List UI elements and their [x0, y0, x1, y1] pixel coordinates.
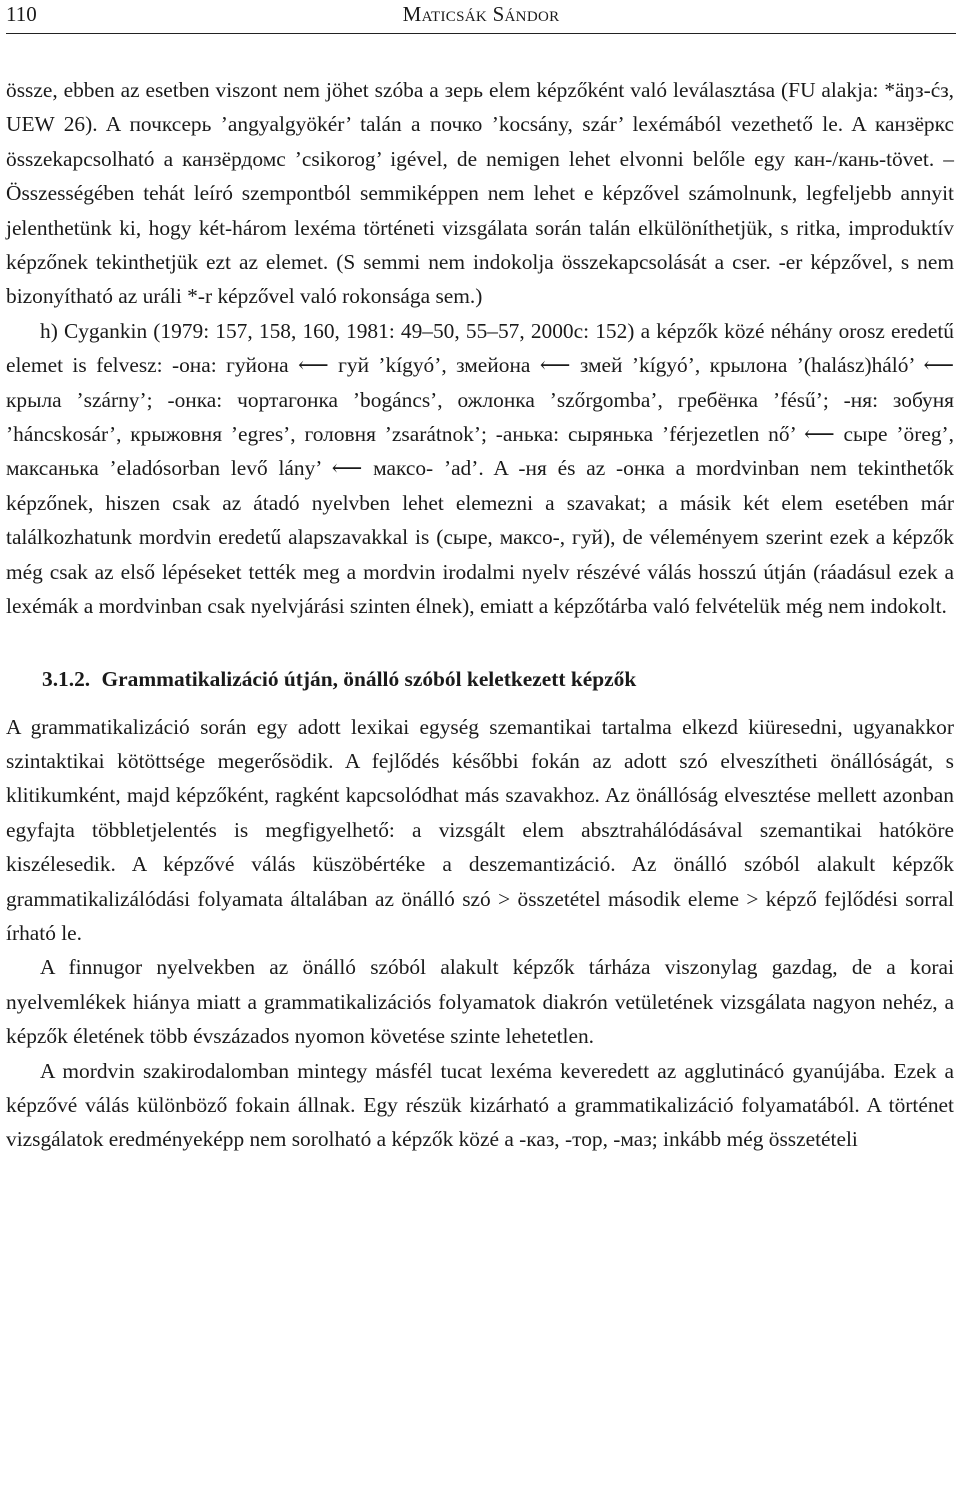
page-body	[6, 73, 954, 1157]
paragraph: A mordvin szakirodalomban mintegy másfél tucat lexéma keveredett az agglutinácó gyanújába. Ezek a képzővé válás különböző fokain állnak. Egy részük kizárható a grammatikalizáció folyamatából. A történet vizsgálatok eredményeképp nem sorolható a képzők közé a -каз, -тор, -маз; inkább még összetételi	[6, 1058, 954, 1152]
page-header	[6, 0, 956, 34]
running-title: Maticsák Sándor	[402, 2, 560, 26]
paragraph: A grammatikalizáció során egy adott lexikai egység szemantikai tartalma elkezd kiüresedni, ugyanakkor szintaktikai kötöttsége megerősödik. A fejlődés későbbi fokán az adott szó elveszítheti önállóságát, s klitikumként, majd képzőként, ragként kapcsolódhat más szavakhoz. Az önállóság elvesztése mellett azonban egyfajta többletjelentés is megfigyelhető: a vizsgált elem absztrahálódásával szemantikai hatóköre kiszélesedik. A képzővé válás küszöbértéke a deszemantizáció. Az önálló szóból alakult képzők grammatikalizálódási folyamata általában az önálló szó > összetétel második eleme > képző fejlődési sorral írható le.	[6, 714, 954, 945]
section-title: Grammatikalizáció útján, önálló szóból keletkezett képzők	[101, 666, 637, 691]
paragraph: össze, ebben az esetben viszont nem jöhet szóba a зерь elem képzőként való leválasztása (FU alakja: *äŋз-ćз, UEW 26). A почксерь ’angyalgyökér’ talán a почко ’kocsány, szár’ lexémából vezethető le. A канзёркс összekapcsolható a канзёрдомс ’csikorog’ igével, de nemigen lehet elvonni belőle egy кан-/кань-tövet. – Összességében tehát leíró szempontból semmiképpen nem lehet e képzővel számolnunk, legfeljebb annyit jelenthetünk ki, hogy két-három lexéma történeti vizsgálata során talán elkülöníthetjük, s ritka, improduktív képzőnek tekinthetjük ezt az elemet. (S semmi nem indokolja összekapcsolását a cser. -er képzővel, s nem bizonyítható az uráli *-r képzővel való rokonsága sem.)	[6, 78, 954, 309]
paragraph: A finnugor nyelvekben az önálló szóból alakult képzők tárháza viszonylag gazdag, de a korai nyelvemlékek hiánya miatt a grammatikalizációs folyamatok diakrón vetületének vizsgálata nagyon nehéz, a képzők életének több évszázados nyomon követése szinte lehetetlen.	[6, 955, 954, 1049]
paragraph: h) Cygankin (1979: 157, 158, 160, 1981: 49–50, 55–57, 2000c: 152) a képzők közé néhány orosz eredetű elemet is felvesz: -она: гуйона ⟵ гуй ’kígyó’, змейона ⟵ змей ’kígyó’, крылона ’(halász)háló’ ⟵ крыла ’szárny’; -онка: чортагонка ’bogáncs’, ожлонка ’szőrgomba’, гребёнка ’fésű’; -ня: зобуня ’háncskosár’, крыжовня ’egres’, головня ’zsarátnok’; -анька: сырянька ’férjezetlen nő’ ⟵ сыре ’öreg’, максанька ’eladósorban levő lány’ ⟵ максо- ’ad’. A -ня és az -онка a mordvinban nem tekinthetők képzőnek, hiszen csak az átadó nyelvben lehet elemezni a szavakat; a másik két elem esetében már találkozhatunk mordvin eredetű alapszavakkal is (сыре, максо-, гуй), de véleményem szerint ezek a képzők még csak az első lépéseket tették meg a mordvin irodalmi nyelv részévé válás hosszú útján (ráadásul ezek a lexémák a mordvinban csak nyelvjárási szinten élnek), emiatt a képzőtárba való felvételük még nem indokolt.	[6, 318, 954, 619]
section-heading	[42, 662, 954, 696]
section-number: 3.1.2.	[42, 666, 91, 691]
page-number: 110	[6, 2, 37, 26]
